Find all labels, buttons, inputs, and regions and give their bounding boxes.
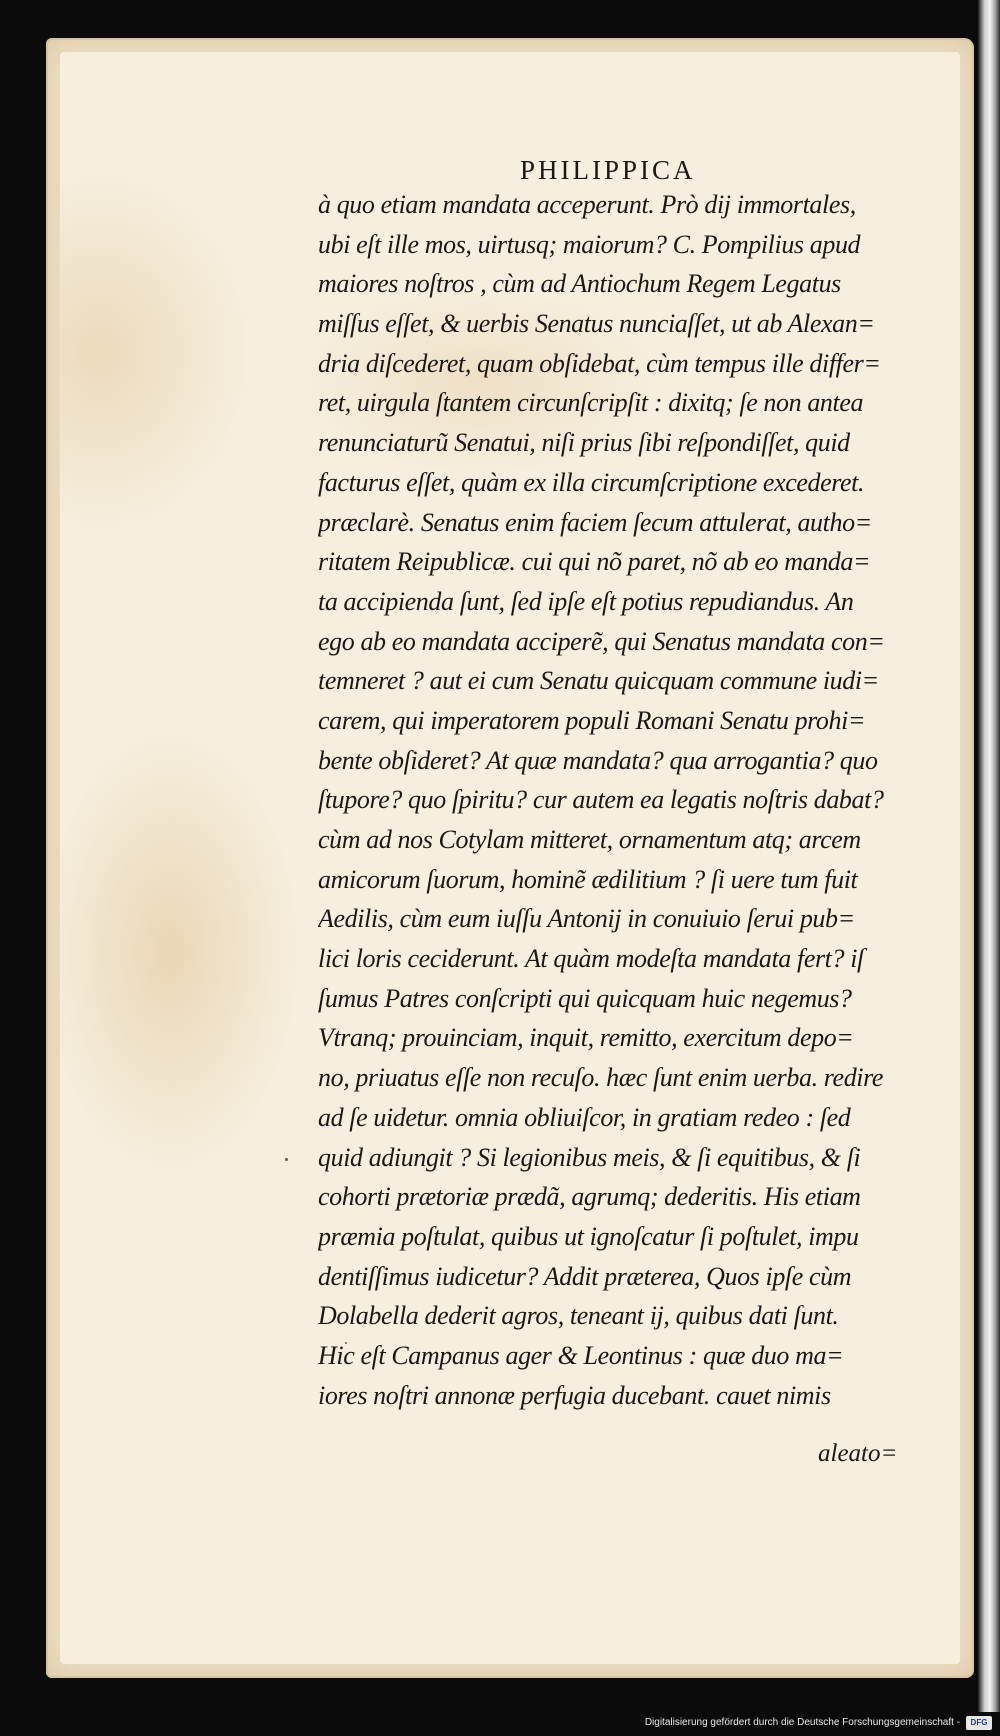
book-fore-edge [978,0,1000,1736]
text-line: renunciaturũ Senatui, niſi prius ſibi reſpondiſſet, quid [318,428,850,458]
digitization-footer [0,1712,1000,1736]
text-line: bente obſideret? At quæ mandata? qua arrogantia? quo [318,745,878,775]
text-line: Aedilis, cùm eum iuſſu Antonij in conuiuio ſerui pub= [318,904,855,934]
text-line: no, priuatus eſſe non recuſo. hæc ſunt enim uerba. redire [318,1063,884,1093]
ink-speck [285,1158,288,1161]
catchword: aleato= [818,1440,898,1467]
text-line: ritatem Reipublicæ. cui qui nõ paret, nõ ab eo manda= [318,547,871,577]
text-line: præclarè. Senatus enim faciem ſecum attulerat, autho= [318,507,872,537]
text-line: ad ſe uidetur. omnia obliuiſcor, in gratiam redeo : ſed [318,1102,851,1132]
text-line: Dolabella dederit agros, teneant ij, quibus dati ſunt. [318,1301,839,1331]
text-line: iores noſtri annonæ perfugia ducebant. cauet nimis [318,1380,831,1410]
text-line: amicorum ſuorum, hominẽ ædilitium ? ſi uere tum fuit [318,864,858,894]
running-head: PHILIPPICA [520,155,696,185]
text-line: ret, uirgula ſtantem circunſcripſit : dixitq; ſe non antea [318,388,864,418]
text-line: dria diſcederet, quam obſidebat, cùm tempus ille differ= [318,348,881,378]
text-line: miſſus eſſet, & uerbis Senatus nunciaſſet, ut ab Alexan= [318,309,875,339]
text-line: carem, qui imperatorem populi Romani Senatu prohi= [318,705,866,735]
text-line: dentiſſimus iudicetur? Addit præterea, Quos ipſe cùm [318,1261,852,1291]
text-line: à quo etiam mandata acceperunt. Prò dij immortales, [318,190,856,219]
dfg-logo: DFG [966,1716,992,1730]
text-line: lici loris ceciderunt. At quàm modeſta mandata fert? iſ [318,944,864,974]
text-line: præmia poſtulat, quibus ut ignoſcatur ſi poſtulet, impu [318,1221,859,1251]
text-line: temneret ? aut ei cum Senatu quicquam commune iudi= [318,666,879,696]
text-line: ſtupore? quo ſpiritu? cur autem ea legatis noſtris dabat? [318,785,884,815]
text-line: cohorti prætoriæ prædã, agrumq; dederitis. His etiam [318,1182,861,1212]
text-line: facturus eſſet, quàm ex illa circumſcriptione excederet. [318,467,865,497]
text-line: quid adiungit ? Si legionibus meis, & ſi equitibus, & ſi [318,1142,861,1172]
text-line: cùm ad nos Cotylam mitteret, ornamentum atq; arcem [318,825,861,854]
text-line: ubi eſt ille mos, uirtusq; maiorum? C. Pompilius apud [318,229,861,259]
text-line: Hic eſt Campanus ager & Leontinus : quæ duo ma= [318,1340,844,1370]
text-block [318,185,958,1415]
text-line: Vtranq; prouinciam, inquit, remitto, exercitum depo= [318,1023,854,1053]
text-line: ego ab eo mandata acciperẽ, qui Senatus mandata con= [318,626,885,656]
text-line: ta accipienda ſunt, ſed ipſe eſt potius repudiandus. An [318,586,854,616]
text-line: ſumus Patres conſcripti qui quicquam huic negemus? [318,983,852,1013]
footer-credit: Digitalisierung gefördert durch die Deutsche Forschungsgemeinschaft - [644,1717,960,1728]
text-line: maiores noſtros , cùm ad Antiochum Regem Legatus [318,269,841,299]
